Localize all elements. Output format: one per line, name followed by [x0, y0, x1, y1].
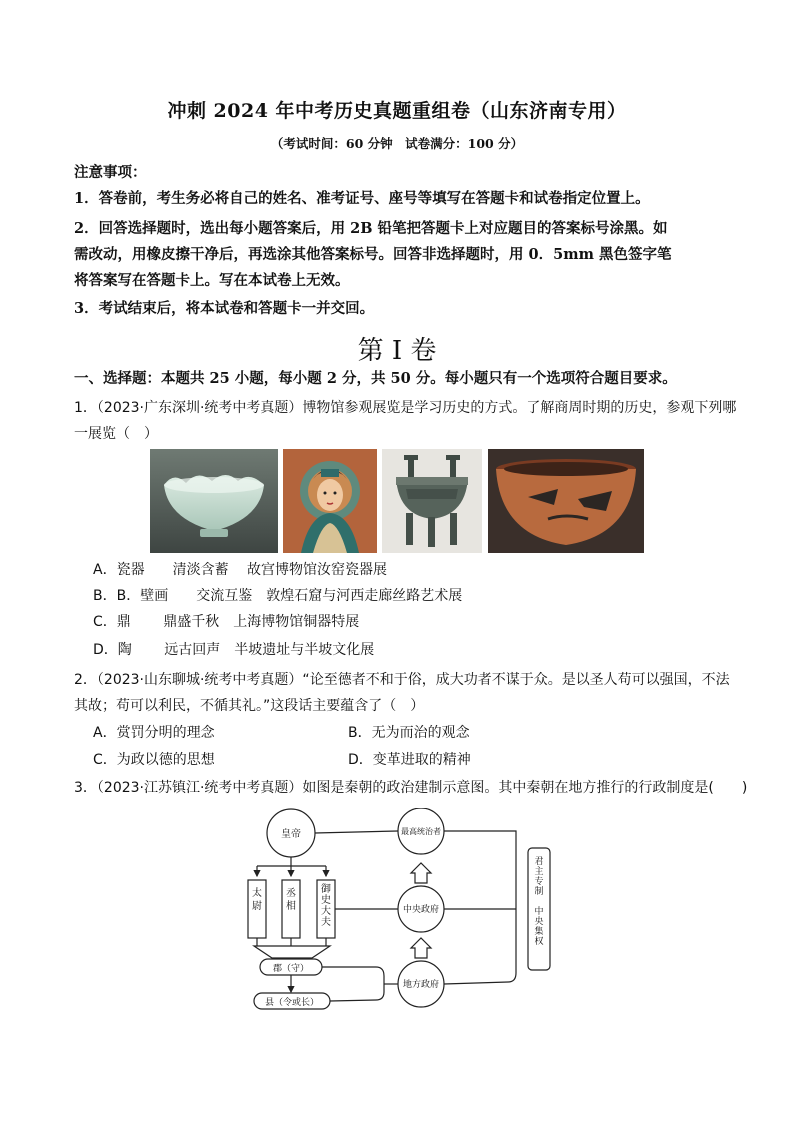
diagram-jun-label: 郡（守） — [272, 964, 310, 974]
question-2-stem-line2: 其故；苟可以利民，不循其礼。”这段话主要蕴含了（ ） — [74, 698, 425, 714]
question-1-stem-line1: 1．（2023·广东深圳·统考中考真题）博物馆参观展览是学习历史的方式。了解商周时期的历史，参观下列哪 — [74, 400, 737, 416]
celadon-bowl-image — [150, 449, 278, 553]
question-1-option-c[interactable]: C．鼎 鼎盛千秋 上海博物馆铜器特展 — [93, 614, 360, 630]
dunhuang-mural-image — [283, 449, 377, 553]
question-1-stem-line2: 一展览（ ） — [74, 426, 158, 442]
notice-line-2: 2．回答选择题时，选出每小题答案后，用 2B 铅笔把答题卡上对应题目的答案标号涂黑。如 — [74, 220, 668, 237]
diagram-emperor-label: 皇帝 — [281, 829, 301, 840]
question-2-option-b[interactable]: B．无为而治的观念 — [348, 725, 470, 741]
bronze-ding-image — [382, 449, 482, 553]
notice-line-3: 需改动，用橡皮擦干净后，再选涂其他答案标号。回答非选择题时，用 0．5mm 黑色签字笔 — [74, 246, 672, 263]
question-3-stem: 3．（2023·江苏镇江·统考中考真题）如图是秦朝的政治建制示意图。其中秦朝在地方推行的行政制度是( ) — [74, 780, 748, 796]
diagram-local-gov-label: 地方政府 — [402, 980, 440, 990]
question-2-option-c[interactable]: C．为政以德的思想 — [93, 752, 215, 768]
notice-heading: 注意事项： — [74, 164, 147, 181]
section-heading: 一、选择题：本题共 25 小题，每小题 2 分，共 50 分。每小题只有一个选项符合题目要求。 — [74, 370, 677, 387]
painted-pottery-image — [488, 449, 644, 553]
notice-line-4: 将答案写在答题卡上。写在本试卷上无效。 — [74, 272, 350, 289]
diagram-system-label: 君主专制中央集权 — [534, 857, 544, 947]
question-1-option-a[interactable]: A．瓷器 清淡含蓄 故宫博物馆汝窑瓷器展 — [93, 562, 388, 578]
diagram-yushi-label: 御史大夫 — [321, 884, 331, 928]
question-1-option-d[interactable]: D．陶 远古回声 半坡遗址与半坡文化展 — [93, 642, 375, 658]
notice-line-1: 1．答卷前，考生务必将自己的姓名、准考证号、座号等填写在答题卡和试卷指定位置上。 — [74, 190, 650, 207]
qin-political-system-diagram — [240, 808, 560, 1016]
diagram-taiwei-label: 太尉 — [252, 888, 262, 912]
diagram-chengxiang-label: 丞相 — [286, 888, 296, 912]
question-1-option-b[interactable]: B．B．壁画 交流互鉴 敦煌石窟与河西走廊丝路艺术展 — [93, 588, 463, 604]
page-title: 冲刺 2024 年中考历史真题重组卷（山东济南专用） — [167, 100, 627, 122]
diagram-central-gov-label: 中央政府 — [402, 905, 440, 915]
question-2-option-d[interactable]: D．变革进取的精神 — [348, 752, 471, 768]
diagram-top-ruler-label: 最高统治者 — [401, 827, 441, 836]
question-2-stem-line1: 2．（2023·山东聊城·统考中考真题）“论至德者不和于俗，成大功者不谋于众。是以圣人苟可以强国，不法 — [74, 672, 730, 688]
question-2-option-a[interactable]: A．赏罚分明的理念 — [93, 725, 215, 741]
exam-info: （考试时间：60 分钟 试卷满分：100 分） — [270, 136, 524, 151]
diagram-xian-label: 县（令或长） — [264, 998, 320, 1008]
notice-line-5: 3．考试结束后，将本试卷和答题卡一并交回。 — [74, 300, 375, 317]
section-title: 第 I 卷 — [357, 336, 437, 366]
